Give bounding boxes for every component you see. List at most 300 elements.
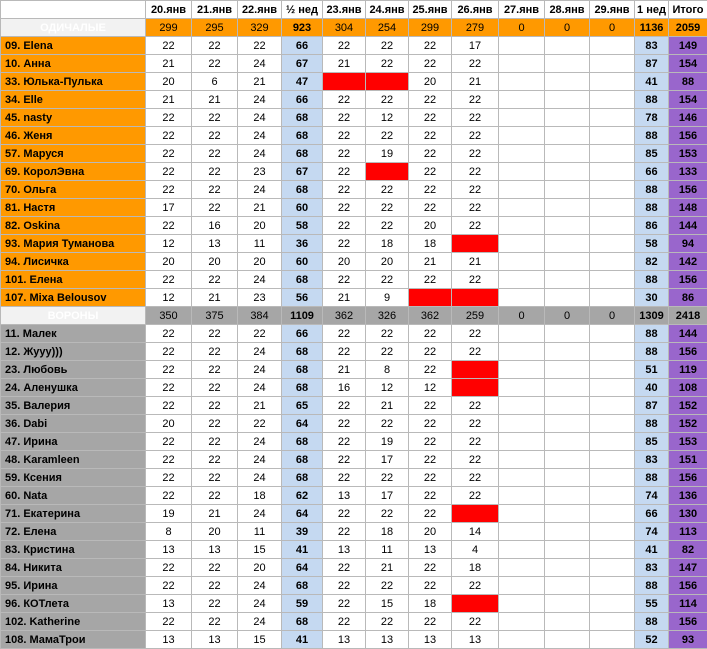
cell-day-23: 22	[323, 109, 366, 127]
cell-day-26: 22	[452, 397, 499, 415]
header-half-week: ½ нед	[282, 1, 323, 19]
cell-day-22: 20	[238, 559, 282, 577]
group-total-day-27: 0	[499, 19, 545, 37]
group-total-day-22: 329	[238, 19, 282, 37]
member-name: 46. Женя	[1, 127, 146, 145]
cell-day-25: 22	[409, 145, 452, 163]
cell-day-24: 22	[366, 343, 409, 361]
cell-day-26	[452, 595, 499, 613]
header-day-28: 28.янв	[545, 1, 590, 19]
cell-day-20: 22	[146, 559, 192, 577]
cell-day-21: 22	[192, 577, 238, 595]
cell-day-27	[499, 433, 545, 451]
cell-day-29	[590, 271, 635, 289]
cell-day-21: 22	[192, 199, 238, 217]
cell-week-1: 88	[635, 325, 669, 343]
cell-day-27	[499, 469, 545, 487]
cell-day-27	[499, 559, 545, 577]
cell-week-1: 86	[635, 217, 669, 235]
cell-day-21: 21	[192, 505, 238, 523]
cell-day-24	[366, 163, 409, 181]
cell-day-26: 22	[452, 343, 499, 361]
cell-day-24: 18	[366, 235, 409, 253]
cell-day-25: 22	[409, 91, 452, 109]
cell-day-25: 22	[409, 451, 452, 469]
cell-week-1: 52	[635, 631, 669, 649]
cell-week-1: 88	[635, 91, 669, 109]
cell-day-27	[499, 541, 545, 559]
cell-day-29	[590, 451, 635, 469]
cell-day-26	[452, 379, 499, 397]
cell-day-22: 24	[238, 181, 282, 199]
cell-day-25: 12	[409, 379, 452, 397]
cell-half-week: 66	[282, 37, 323, 55]
cell-week-1: 83	[635, 37, 669, 55]
cell-half-week: 60	[282, 253, 323, 271]
member-name: 69. КоролЭвна	[1, 163, 146, 181]
cell-day-27	[499, 109, 545, 127]
cell-day-29	[590, 379, 635, 397]
cell-day-28	[545, 109, 590, 127]
cell-day-23: 21	[323, 55, 366, 73]
cell-half-week: 36	[282, 235, 323, 253]
member-name: 93. Мария Туманова	[1, 235, 146, 253]
table-row	[1, 541, 707, 559]
cell-day-20: 22	[146, 37, 192, 55]
cell-day-24: 21	[366, 559, 409, 577]
member-name: 35. Валерия	[1, 397, 146, 415]
cell-day-22: 24	[238, 613, 282, 631]
cell-day-22: 22	[238, 37, 282, 55]
table-row	[1, 73, 707, 91]
cell-total: 152	[669, 397, 707, 415]
cell-day-25: 22	[409, 163, 452, 181]
cell-total: 156	[669, 613, 707, 631]
cell-day-20: 20	[146, 415, 192, 433]
cell-day-23: 22	[323, 613, 366, 631]
cell-day-28	[545, 487, 590, 505]
cell-day-26: 22	[452, 145, 499, 163]
cell-day-26: 22	[452, 451, 499, 469]
table-row	[1, 343, 707, 361]
cell-day-25: 22	[409, 181, 452, 199]
cell-day-28	[545, 505, 590, 523]
cell-day-21: 13	[192, 631, 238, 649]
member-name: 36. Dabi	[1, 415, 146, 433]
cell-day-28	[545, 289, 590, 307]
cell-half-week: 66	[282, 325, 323, 343]
table-row	[1, 235, 707, 253]
group-total-day-22: 384	[238, 307, 282, 325]
cell-total: 156	[669, 127, 707, 145]
member-name: 81. Настя	[1, 199, 146, 217]
cell-day-24: 22	[366, 577, 409, 595]
cell-day-26	[452, 361, 499, 379]
cell-half-week: 68	[282, 379, 323, 397]
cell-day-23: 22	[323, 91, 366, 109]
cell-day-29	[590, 253, 635, 271]
member-name: 108. МамаТрои	[1, 631, 146, 649]
header-day-20: 20.янв	[146, 1, 192, 19]
group-total-day-28: 0	[545, 19, 590, 37]
cell-week-1: 88	[635, 181, 669, 199]
cell-day-22: 24	[238, 379, 282, 397]
cell-week-1: 30	[635, 289, 669, 307]
cell-day-21: 22	[192, 127, 238, 145]
table-row	[1, 469, 707, 487]
cell-day-20: 22	[146, 271, 192, 289]
cell-day-28	[545, 361, 590, 379]
cell-week-1: 51	[635, 361, 669, 379]
table-row	[1, 109, 707, 127]
cell-total: 114	[669, 595, 707, 613]
cell-day-24: 19	[366, 145, 409, 163]
group-total-day-26: 259	[452, 307, 499, 325]
cell-day-29	[590, 487, 635, 505]
cell-total: 130	[669, 505, 707, 523]
cell-day-25: 22	[409, 469, 452, 487]
cell-day-28	[545, 541, 590, 559]
cell-day-28	[545, 163, 590, 181]
member-name: 94. Лисичка	[1, 253, 146, 271]
cell-day-20: 20	[146, 73, 192, 91]
cell-day-28	[545, 613, 590, 631]
cell-day-21: 22	[192, 163, 238, 181]
cell-day-26	[452, 505, 499, 523]
cell-day-27	[499, 613, 545, 631]
cell-day-22: 24	[238, 343, 282, 361]
cell-day-25: 22	[409, 109, 452, 127]
cell-day-24: 22	[366, 415, 409, 433]
table-row	[1, 163, 707, 181]
cell-total: 119	[669, 361, 707, 379]
cell-half-week: 58	[282, 217, 323, 235]
cell-day-22: 18	[238, 487, 282, 505]
cell-half-week: 56	[282, 289, 323, 307]
cell-day-22: 24	[238, 577, 282, 595]
cell-total: 147	[669, 559, 707, 577]
cell-week-1: 88	[635, 343, 669, 361]
cell-day-21: 22	[192, 37, 238, 55]
cell-day-24: 9	[366, 289, 409, 307]
cell-half-week: 41	[282, 541, 323, 559]
cell-day-22: 24	[238, 433, 282, 451]
cell-day-20: 22	[146, 325, 192, 343]
cell-day-24: 22	[366, 217, 409, 235]
cell-day-20: 22	[146, 343, 192, 361]
cell-day-21: 22	[192, 325, 238, 343]
cell-day-25: 13	[409, 541, 452, 559]
cell-day-24: 20	[366, 253, 409, 271]
cell-total: 154	[669, 55, 707, 73]
cell-day-22: 24	[238, 127, 282, 145]
cell-half-week: 68	[282, 451, 323, 469]
cell-day-20: 22	[146, 163, 192, 181]
cell-day-23: 20	[323, 253, 366, 271]
cell-day-21: 22	[192, 361, 238, 379]
cell-day-23: 22	[323, 217, 366, 235]
cell-day-22: 24	[238, 145, 282, 163]
table-row	[1, 613, 707, 631]
cell-day-23: 22	[323, 127, 366, 145]
cell-day-25: 22	[409, 55, 452, 73]
group-total-day-24: 326	[366, 307, 409, 325]
cell-half-week: 68	[282, 361, 323, 379]
cell-day-25: 22	[409, 271, 452, 289]
cell-day-23: 22	[323, 145, 366, 163]
cell-day-23: 22	[323, 433, 366, 451]
cell-total: 136	[669, 487, 707, 505]
cell-day-25: 22	[409, 37, 452, 55]
cell-day-23: 22	[323, 397, 366, 415]
cell-week-1: 58	[635, 235, 669, 253]
cell-week-1: 88	[635, 271, 669, 289]
cell-day-29	[590, 235, 635, 253]
cell-day-22: 11	[238, 523, 282, 541]
cell-day-28	[545, 325, 590, 343]
cell-day-29	[590, 163, 635, 181]
cell-day-22: 24	[238, 55, 282, 73]
cell-day-20: 22	[146, 487, 192, 505]
cell-half-week: 68	[282, 613, 323, 631]
cell-day-26: 17	[452, 37, 499, 55]
cell-day-25: 22	[409, 127, 452, 145]
cell-day-27	[499, 199, 545, 217]
cell-day-25: 22	[409, 325, 452, 343]
cell-day-20: 22	[146, 577, 192, 595]
cell-day-29	[590, 559, 635, 577]
cell-day-29	[590, 613, 635, 631]
cell-day-24: 22	[366, 37, 409, 55]
cell-day-23: 22	[323, 469, 366, 487]
header-blank-cell	[1, 1, 146, 19]
cell-week-1: 85	[635, 433, 669, 451]
cell-day-21: 22	[192, 595, 238, 613]
cell-day-26: 18	[452, 559, 499, 577]
cell-half-week: 68	[282, 181, 323, 199]
cell-day-24: 22	[366, 199, 409, 217]
table-row	[1, 271, 707, 289]
group-total-day-26: 279	[452, 19, 499, 37]
cell-week-1: 66	[635, 163, 669, 181]
cell-day-22: 21	[238, 73, 282, 91]
cell-total: 93	[669, 631, 707, 649]
group-total-row	[1, 19, 707, 37]
cell-week-1: 83	[635, 559, 669, 577]
table-row	[1, 361, 707, 379]
cell-day-28	[545, 523, 590, 541]
cell-day-26: 21	[452, 253, 499, 271]
cell-day-24: 22	[366, 127, 409, 145]
cell-day-25: 18	[409, 595, 452, 613]
cell-day-28	[545, 235, 590, 253]
cell-day-22: 22	[238, 325, 282, 343]
cell-day-24: 8	[366, 361, 409, 379]
table-row	[1, 487, 707, 505]
group-total-day-27: 0	[499, 307, 545, 325]
cell-day-23: 22	[323, 343, 366, 361]
cell-day-28	[545, 415, 590, 433]
header-week-1: 1 нед	[635, 1, 669, 19]
cell-day-27	[499, 235, 545, 253]
cell-day-28	[545, 91, 590, 109]
cell-day-20: 22	[146, 433, 192, 451]
cell-day-21: 20	[192, 253, 238, 271]
cell-day-27	[499, 217, 545, 235]
cell-day-27	[499, 415, 545, 433]
cell-day-26: 22	[452, 181, 499, 199]
cell-day-29	[590, 73, 635, 91]
cell-week-1: 41	[635, 73, 669, 91]
group-title: ВОРОНЫ	[1, 307, 146, 325]
header-day-26: 26.янв	[452, 1, 499, 19]
cell-week-1: 82	[635, 253, 669, 271]
cell-day-27	[499, 289, 545, 307]
cell-day-24: 22	[366, 505, 409, 523]
cell-day-27	[499, 271, 545, 289]
cell-day-26: 22	[452, 415, 499, 433]
cell-half-week: 68	[282, 127, 323, 145]
cell-day-24: 12	[366, 109, 409, 127]
member-name: 83. Кристина	[1, 541, 146, 559]
cell-day-21: 22	[192, 415, 238, 433]
cell-day-29	[590, 433, 635, 451]
cell-half-week: 65	[282, 397, 323, 415]
cell-week-1: 88	[635, 577, 669, 595]
cell-day-20: 22	[146, 181, 192, 199]
table-row	[1, 451, 707, 469]
member-name: 96. КОТлета	[1, 595, 146, 613]
cell-day-21: 6	[192, 73, 238, 91]
cell-half-week: 47	[282, 73, 323, 91]
cell-day-29	[590, 541, 635, 559]
member-name: 45. nasty	[1, 109, 146, 127]
cell-day-23: 22	[323, 163, 366, 181]
table-body	[1, 1, 707, 649]
cell-day-26: 4	[452, 541, 499, 559]
cell-day-24: 22	[366, 271, 409, 289]
group-total-day-23: 362	[323, 307, 366, 325]
table-row	[1, 433, 707, 451]
cell-day-25: 20	[409, 523, 452, 541]
cell-day-29	[590, 55, 635, 73]
cell-day-26: 22	[452, 91, 499, 109]
group-total-day-25: 299	[409, 19, 452, 37]
cell-day-27	[499, 325, 545, 343]
cell-half-week: 66	[282, 91, 323, 109]
cell-day-24: 15	[366, 595, 409, 613]
cell-day-23: 22	[323, 559, 366, 577]
cell-day-22: 22	[238, 415, 282, 433]
member-name: 82. Oskina	[1, 217, 146, 235]
group-total-day-29: 0	[590, 19, 635, 37]
cell-day-20: 22	[146, 361, 192, 379]
cell-total: 133	[669, 163, 707, 181]
cell-day-20: 21	[146, 55, 192, 73]
cell-total: 152	[669, 415, 707, 433]
group-total-day-23: 304	[323, 19, 366, 37]
cell-day-26	[452, 235, 499, 253]
cell-day-24: 22	[366, 469, 409, 487]
cell-day-29	[590, 505, 635, 523]
group-total-day-25: 362	[409, 307, 452, 325]
cell-day-22: 24	[238, 469, 282, 487]
member-name: 10. Анна	[1, 55, 146, 73]
cell-half-week: 68	[282, 109, 323, 127]
cell-day-20: 22	[146, 379, 192, 397]
cell-day-23: 21	[323, 289, 366, 307]
cell-half-week: 60	[282, 199, 323, 217]
cell-day-20: 22	[146, 109, 192, 127]
cell-day-26: 14	[452, 523, 499, 541]
cell-week-1: 88	[635, 415, 669, 433]
cell-day-21: 22	[192, 451, 238, 469]
cell-day-29	[590, 127, 635, 145]
cell-day-24: 11	[366, 541, 409, 559]
group-total-half-week: 1109	[282, 307, 323, 325]
group-total-day-24: 254	[366, 19, 409, 37]
cell-week-1: 88	[635, 469, 669, 487]
cell-day-26: 22	[452, 199, 499, 217]
cell-total: 144	[669, 325, 707, 343]
cell-day-22: 15	[238, 631, 282, 649]
cell-day-26: 22	[452, 127, 499, 145]
header-day-23: 23.янв	[323, 1, 366, 19]
table-row	[1, 289, 707, 307]
cell-day-25: 22	[409, 505, 452, 523]
cell-day-21: 21	[192, 289, 238, 307]
cell-day-24: 18	[366, 523, 409, 541]
cell-day-21: 22	[192, 145, 238, 163]
cell-total: 146	[669, 109, 707, 127]
cell-total: 148	[669, 199, 707, 217]
cell-day-20: 19	[146, 505, 192, 523]
cell-day-20: 17	[146, 199, 192, 217]
header-day-27: 27.янв	[499, 1, 545, 19]
group-total-half-week: 923	[282, 19, 323, 37]
group-total-day-20: 299	[146, 19, 192, 37]
cell-total: 144	[669, 217, 707, 235]
cell-day-26: 22	[452, 271, 499, 289]
header-day-29: 29.янв	[590, 1, 635, 19]
cell-day-29	[590, 415, 635, 433]
cell-day-27	[499, 181, 545, 199]
group-total-day-20: 350	[146, 307, 192, 325]
cell-week-1: 55	[635, 595, 669, 613]
group-total-day-29: 0	[590, 307, 635, 325]
cell-total: 151	[669, 451, 707, 469]
cell-day-20: 13	[146, 631, 192, 649]
header-total: Итого	[669, 1, 707, 19]
cell-day-28	[545, 199, 590, 217]
cell-day-27	[499, 361, 545, 379]
cell-half-week: 68	[282, 469, 323, 487]
cell-day-27	[499, 577, 545, 595]
cell-day-27	[499, 397, 545, 415]
cell-half-week: 68	[282, 145, 323, 163]
cell-day-20: 13	[146, 541, 192, 559]
cell-day-25: 22	[409, 343, 452, 361]
cell-day-24: 22	[366, 613, 409, 631]
table-row	[1, 127, 707, 145]
cell-day-23: 22	[323, 181, 366, 199]
cell-day-22: 15	[238, 541, 282, 559]
table-row	[1, 37, 707, 55]
cell-day-23: 22	[323, 325, 366, 343]
header-day-24: 24.янв	[366, 1, 409, 19]
cell-day-26: 21	[452, 73, 499, 91]
cell-day-28	[545, 271, 590, 289]
